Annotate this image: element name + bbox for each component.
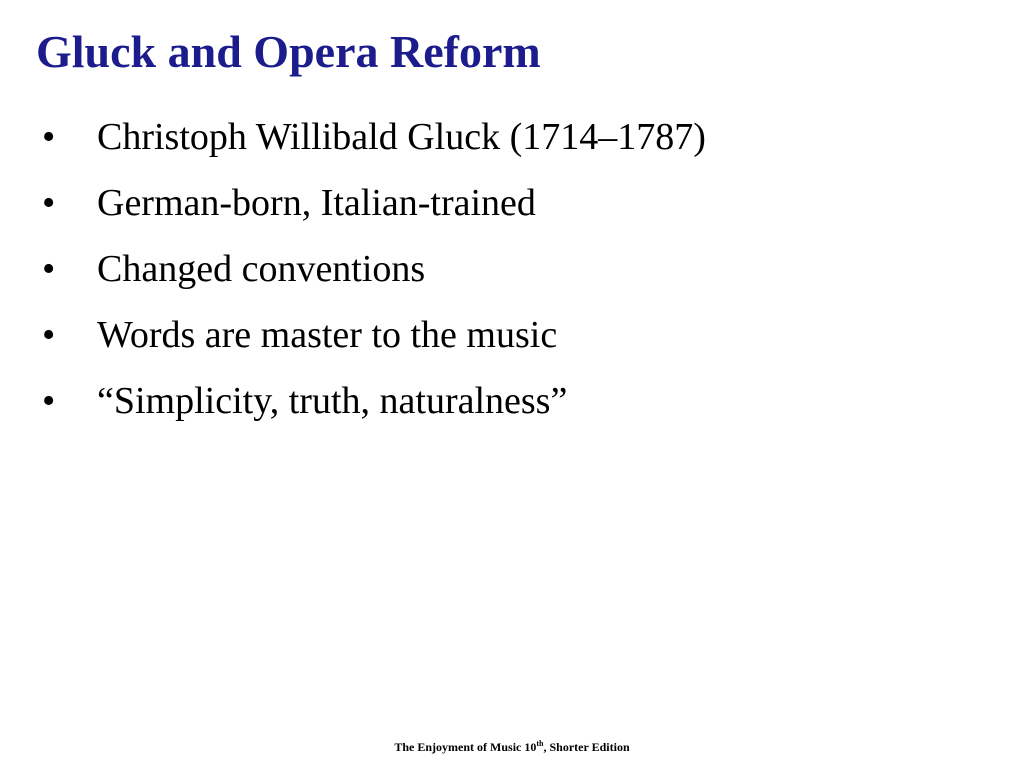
- footer-superscript: th: [536, 739, 544, 748]
- bullet-list: [0, 108, 1000, 438]
- bullet-text: Changed conventions: [97, 248, 426, 290]
- bullet-marker: •: [42, 314, 56, 356]
- bullet-item: [0, 306, 1000, 372]
- bullet-text: “Simplicity, truth, naturalness”: [97, 380, 568, 422]
- bullet-marker: •: [42, 248, 56, 290]
- bullet-item: [0, 372, 1000, 438]
- bullet-item: [0, 174, 1000, 240]
- footer-prefix: The Enjoyment of Music 10: [394, 740, 537, 754]
- bullet-marker: •: [42, 182, 56, 224]
- slide-title: Gluck and Opera Reform: [36, 26, 541, 77]
- bullet-marker: •: [42, 380, 56, 422]
- bullet-item: [0, 240, 1000, 306]
- footer-suffix: , Shorter Edition: [543, 740, 630, 754]
- bullet-text: Christoph Willibald Gluck (1714–1787): [97, 116, 706, 158]
- bullet-item: [0, 108, 1000, 174]
- slide-footer: [0, 738, 1024, 756]
- bullet-text: Words are master to the music: [97, 314, 558, 356]
- bullet-text: German-born, Italian-trained: [97, 182, 536, 224]
- bullet-marker: •: [42, 116, 56, 158]
